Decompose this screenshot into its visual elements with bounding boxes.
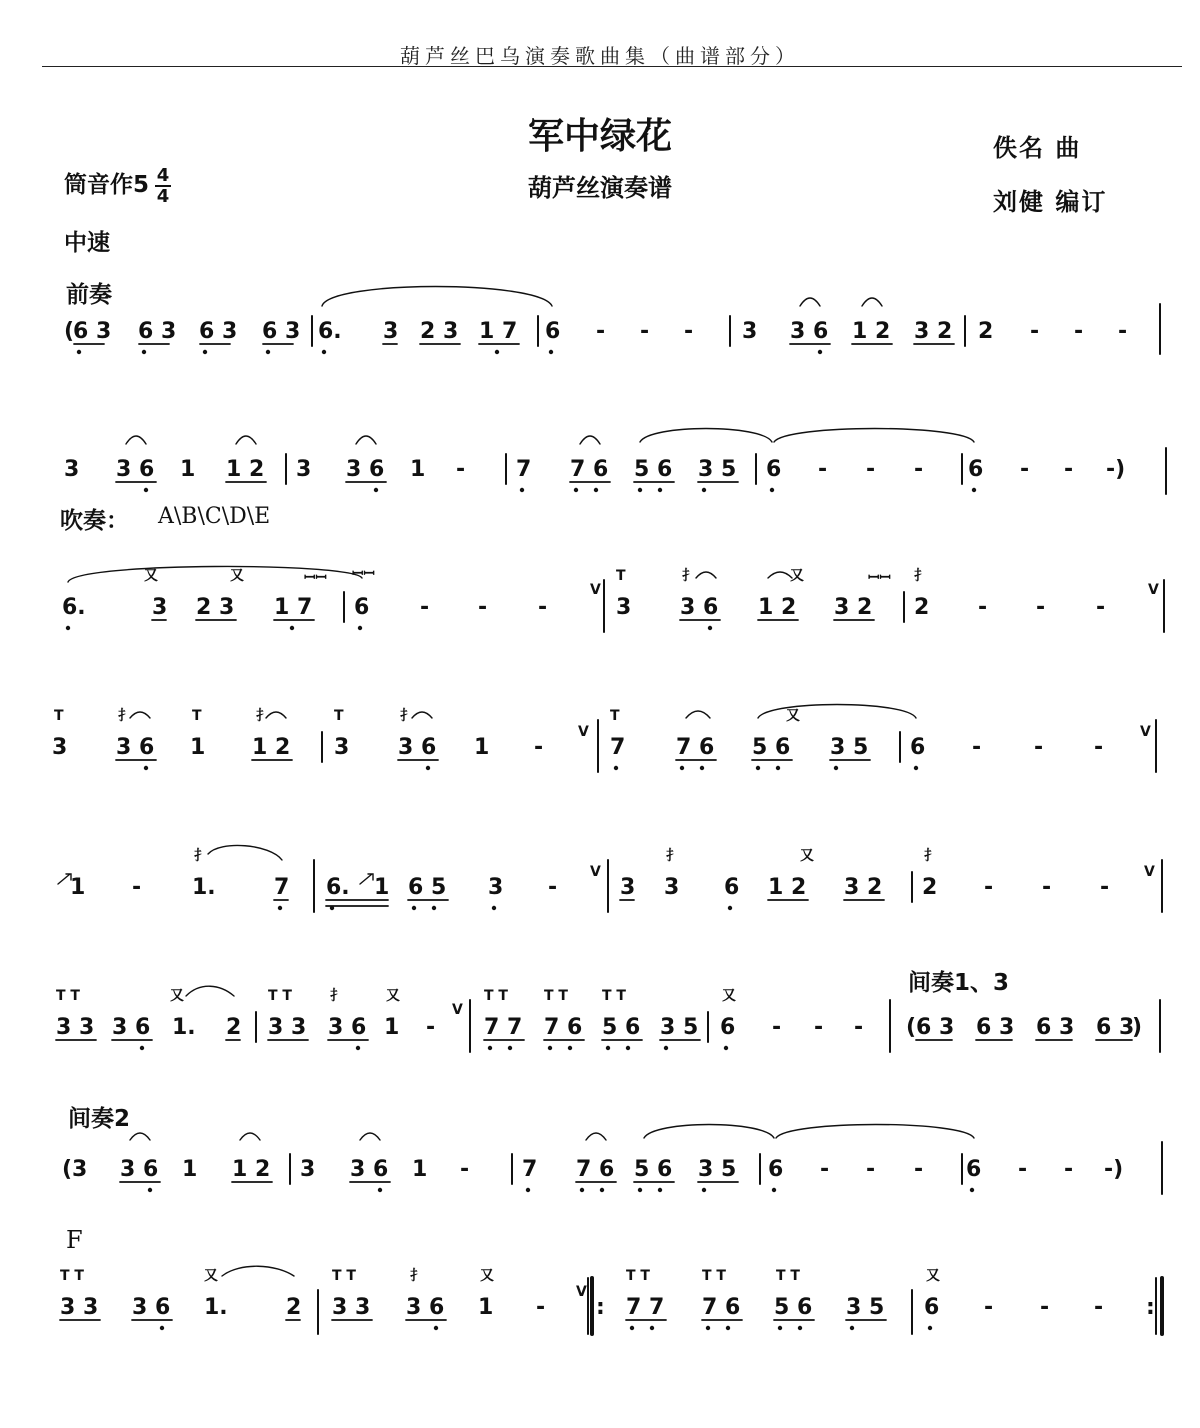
svg-text:扌: 扌	[924, 848, 938, 864]
svg-text:扌: 扌	[682, 568, 696, 584]
interlude-1-3-label: 间奏1、3	[908, 970, 1010, 996]
svg-text:扌: 扌	[666, 848, 680, 864]
svg-text:-: -	[1036, 595, 1046, 620]
svg-text:3: 3	[383, 319, 399, 344]
svg-text:6 3: 6 3	[976, 1015, 1015, 1040]
svg-text:2: 2	[914, 595, 930, 620]
svg-text:6: 6	[910, 735, 926, 760]
svg-text:3 5: 3 5	[846, 1295, 885, 1320]
tempo-marking: 中速	[64, 230, 110, 256]
svg-text:V: V	[1144, 864, 1155, 880]
svg-text:): )	[1132, 1015, 1143, 1040]
svg-text:3 3: 3 3	[56, 1015, 95, 1040]
svg-text:6 3: 6 3	[916, 1015, 955, 1040]
svg-text:(: (	[64, 319, 75, 344]
svg-text:1.: 1.	[172, 1015, 196, 1040]
svg-text:又: 又	[386, 988, 400, 1004]
svg-text:T T: T T	[626, 1268, 650, 1284]
svg-text:6: 6	[924, 1295, 940, 1320]
svg-text:-: -	[866, 1157, 876, 1182]
svg-text:3 3: 3 3	[268, 1015, 307, 1040]
svg-text:-: -	[978, 595, 988, 620]
svg-text:7 7: 7 7	[626, 1295, 665, 1320]
svg-text:3 3: 3 3	[332, 1295, 371, 1320]
svg-text:-: -	[814, 1015, 824, 1040]
svg-text:-: -	[914, 457, 924, 482]
svg-text:又: 又	[790, 568, 804, 584]
line-prelude	[64, 319, 1127, 344]
svg-text:V: V	[452, 1002, 463, 1018]
svg-text:6 3: 6 3	[1036, 1015, 1075, 1040]
svg-text:-: -	[1118, 319, 1128, 344]
svg-text:3: 3	[296, 457, 312, 482]
svg-text:-: -	[1100, 875, 1110, 900]
svg-text:V: V	[590, 864, 601, 880]
svg-text:(: (	[906, 1015, 917, 1040]
svg-text:2 3: 2 3	[420, 319, 459, 344]
svg-text:扌: 扌	[194, 848, 208, 864]
svg-text:3: 3	[488, 875, 504, 900]
svg-text:3 6: 3 6	[346, 457, 385, 482]
svg-text:3 6: 3 6	[132, 1295, 171, 1320]
svg-text:-: -	[1064, 1157, 1074, 1182]
svg-text:7 6: 7 6	[544, 1015, 583, 1040]
svg-text:3 2: 3 2	[914, 319, 953, 344]
svg-text:T T: T T	[544, 988, 568, 1004]
svg-text:1 7: 1 7	[479, 319, 518, 344]
svg-text:3 6: 3 6	[116, 457, 155, 482]
svg-text:-: -	[132, 875, 142, 900]
svg-text:1.: 1.	[204, 1295, 228, 1320]
svg-text:T T: T T	[56, 988, 80, 1004]
svg-text:(3: (3	[62, 1157, 88, 1182]
svg-text:6 3: 6 3	[1096, 1015, 1135, 1040]
svg-text:2: 2	[922, 875, 938, 900]
svg-text:-: -	[456, 457, 466, 482]
svg-text:6: 6	[720, 1015, 736, 1040]
svg-text:-: -	[1030, 319, 1040, 344]
svg-text:-: -	[1018, 1157, 1028, 1182]
svg-text:6.: 6.	[318, 319, 342, 344]
svg-text:1: 1	[412, 1157, 428, 1182]
key-text: 筒音作5	[64, 172, 150, 198]
svg-text:3 6: 3 6	[790, 319, 829, 344]
svg-text:又: 又	[722, 988, 736, 1004]
svg-text:1 2: 1 2	[768, 875, 807, 900]
composer-credit: 佚名 曲	[993, 134, 1082, 162]
svg-text:5 6: 5 6	[602, 1015, 641, 1040]
svg-text:扌: 扌	[256, 708, 270, 724]
svg-text:-: -	[548, 875, 558, 900]
time-sig-bottom: 4	[156, 185, 170, 207]
svg-text:3: 3	[52, 735, 68, 760]
svg-text:扌: 扌	[400, 708, 414, 724]
svg-text:-: -	[1064, 457, 1074, 482]
song-title: 军中绿花	[527, 116, 672, 157]
svg-text:5 6: 5 6	[752, 735, 791, 760]
svg-text:-: -	[426, 1015, 436, 1040]
svg-text:V: V	[590, 582, 601, 598]
svg-text:又: 又	[786, 708, 800, 724]
svg-text:又: 又	[230, 568, 244, 584]
line-c	[70, 847, 1155, 900]
svg-text:3: 3	[616, 595, 632, 620]
svg-text:又: 又	[144, 568, 158, 584]
part-f-label: F	[66, 1226, 83, 1254]
prelude-label: 前奏	[66, 282, 112, 308]
svg-text:7 7: 7 7	[484, 1015, 523, 1040]
svg-text:3: 3	[152, 595, 168, 620]
svg-text:T: T	[610, 708, 620, 724]
svg-text:-: -	[538, 595, 548, 620]
svg-text:-: -	[1094, 1295, 1104, 1320]
editor-credit: 刘健 编订	[993, 188, 1108, 216]
svg-text:1: 1	[474, 735, 490, 760]
svg-text:1: 1	[384, 1015, 400, 1040]
svg-text:-: -	[984, 1295, 994, 1320]
svg-text:-: -	[854, 1015, 864, 1040]
svg-text:1: 1	[478, 1295, 494, 1320]
svg-text:3 6: 3 6	[112, 1015, 151, 1040]
svg-text:T T: T T	[268, 988, 292, 1004]
svg-text:1: 1	[374, 875, 390, 900]
svg-text:3: 3	[620, 875, 636, 900]
svg-text:3 6: 3 6	[120, 1157, 159, 1182]
svg-text:3 6: 3 6	[350, 1157, 389, 1182]
svg-text:6: 6	[766, 457, 782, 482]
svg-text:1 2: 1 2	[758, 595, 797, 620]
svg-text:6.: 6.	[62, 595, 86, 620]
svg-text:5 6: 5 6	[634, 1157, 673, 1182]
svg-text:T T: T T	[332, 1268, 356, 1284]
svg-text:1 2: 1 2	[252, 735, 291, 760]
svg-text:-): -)	[1106, 457, 1126, 482]
svg-text:T: T	[192, 708, 202, 724]
svg-text:V: V	[1140, 724, 1151, 740]
svg-text:-: -	[596, 319, 606, 344]
svg-text:3: 3	[664, 875, 680, 900]
svg-text:3 3: 3 3	[60, 1295, 99, 1320]
svg-text:5 6: 5 6	[634, 457, 673, 482]
svg-text:1: 1	[190, 735, 206, 760]
svg-text:6: 6	[768, 1157, 784, 1182]
svg-text:7: 7	[274, 875, 290, 900]
svg-text:3 5: 3 5	[660, 1015, 699, 1040]
svg-text:5 6: 5 6	[774, 1295, 813, 1320]
svg-text:1 2: 1 2	[232, 1157, 271, 1182]
svg-text:-: -	[534, 735, 544, 760]
svg-text:ꟷꟷ: ꟷꟷ	[868, 570, 891, 586]
svg-text:ꟷꟷ: ꟷꟷ	[304, 570, 327, 586]
svg-text:1: 1	[70, 875, 86, 900]
svg-text:-): -)	[1104, 1157, 1124, 1182]
svg-text:7 6: 7 6	[676, 735, 715, 760]
svg-text:扌: 扌	[118, 708, 132, 724]
svg-text:1 2: 1 2	[852, 319, 891, 344]
svg-text:3 6: 3 6	[328, 1015, 367, 1040]
svg-text:-: -	[1096, 595, 1106, 620]
svg-text:-: -	[640, 319, 650, 344]
svg-text:7 6: 7 6	[702, 1295, 741, 1320]
svg-text::: :	[1146, 1295, 1155, 1320]
svg-text:-: -	[420, 595, 430, 620]
svg-text:扌: 扌	[914, 568, 928, 584]
collection-header: 葫芦丝巴乌演奏歌曲集（曲谱部分）	[400, 44, 800, 68]
svg-text:V: V	[576, 1284, 587, 1300]
svg-text:-: -	[818, 457, 828, 482]
svg-text:-: -	[684, 319, 694, 344]
svg-text:-: -	[984, 875, 994, 900]
svg-text:T T: T T	[602, 988, 626, 1004]
svg-text:6 3: 6 3	[199, 319, 238, 344]
svg-text:1 7: 1 7	[274, 595, 313, 620]
play-order: A\B\C\D\E	[158, 504, 271, 529]
svg-text:7 6: 7 6	[570, 457, 609, 482]
svg-text:6: 6	[968, 457, 984, 482]
svg-text:2: 2	[978, 319, 994, 344]
svg-text:-: -	[460, 1157, 470, 1182]
svg-text:3 5: 3 5	[698, 457, 737, 482]
line-a	[62, 567, 1159, 620]
svg-text:扌: 扌	[330, 988, 344, 1004]
svg-text:1: 1	[182, 1157, 198, 1182]
svg-text::: :	[596, 1295, 605, 1320]
svg-text:3 6: 3 6	[406, 1295, 445, 1320]
svg-text:T: T	[54, 708, 64, 724]
svg-text:-: -	[972, 735, 982, 760]
svg-text:6 3: 6 3	[262, 319, 301, 344]
line-interlude-2	[62, 1157, 1123, 1182]
svg-text:T: T	[334, 708, 344, 724]
svg-text:-: -	[1040, 1295, 1050, 1320]
svg-text:3 5: 3 5	[698, 1157, 737, 1182]
svg-text:3: 3	[742, 319, 758, 344]
svg-text:3 6: 3 6	[116, 735, 155, 760]
svg-text:又: 又	[800, 848, 814, 864]
svg-text:又: 又	[480, 1268, 494, 1284]
interlude-2-label: 间奏2	[68, 1106, 131, 1132]
svg-text:-: -	[866, 457, 876, 482]
svg-text:-: -	[1094, 735, 1104, 760]
svg-text:3 6: 3 6	[680, 595, 719, 620]
svg-text:T T: T T	[60, 1268, 84, 1284]
svg-text:1: 1	[410, 457, 426, 482]
svg-text:3 2: 3 2	[834, 595, 873, 620]
line-b	[52, 707, 1151, 760]
svg-text:6.: 6.	[326, 875, 350, 900]
svg-text:7 6: 7 6	[576, 1157, 615, 1182]
svg-text:又: 又	[170, 988, 184, 1004]
svg-text:3: 3	[300, 1157, 316, 1182]
svg-text:T: T	[616, 568, 626, 584]
svg-text:V: V	[1148, 582, 1159, 598]
svg-text:3: 3	[64, 457, 80, 482]
time-sig-top: 4	[156, 164, 170, 186]
svg-text:2: 2	[226, 1015, 242, 1040]
svg-text:-: -	[820, 1157, 830, 1182]
svg-text:-: -	[1074, 319, 1084, 344]
svg-text:-: -	[1034, 735, 1044, 760]
svg-text:6: 6	[545, 319, 561, 344]
svg-text:ꟷꟷ: ꟷꟷ	[352, 566, 375, 582]
svg-text:6 5: 6 5	[408, 875, 447, 900]
svg-text:-: -	[1042, 875, 1052, 900]
svg-text:T T: T T	[776, 1268, 800, 1284]
svg-text:T T: T T	[484, 988, 508, 1004]
svg-text:7: 7	[516, 457, 532, 482]
svg-text:2: 2	[286, 1295, 302, 1320]
svg-text:-: -	[772, 1015, 782, 1040]
svg-text:6 3: 6 3	[73, 319, 112, 344]
svg-text:1: 1	[180, 457, 196, 482]
svg-text:扌: 扌	[410, 1268, 424, 1284]
svg-text:3 5: 3 5	[830, 735, 869, 760]
svg-text:-: -	[914, 1157, 924, 1182]
svg-text:2 3: 2 3	[196, 595, 235, 620]
svg-text:3: 3	[334, 735, 350, 760]
svg-text:-: -	[536, 1295, 546, 1320]
line-prelude-2	[64, 457, 1125, 482]
svg-text:6: 6	[354, 595, 370, 620]
svg-text:1 2: 1 2	[226, 457, 265, 482]
svg-text:-: -	[1020, 457, 1030, 482]
svg-text:7: 7	[522, 1157, 538, 1182]
svg-text:-: -	[478, 595, 488, 620]
svg-text:1.: 1.	[192, 875, 216, 900]
svg-text:6: 6	[966, 1157, 982, 1182]
svg-text:7: 7	[610, 735, 626, 760]
svg-text:又: 又	[204, 1268, 218, 1284]
svg-text:3 2: 3 2	[844, 875, 883, 900]
play-label: 吹奏：	[60, 508, 129, 534]
svg-text:6 3: 6 3	[138, 319, 177, 344]
svg-text:3 6: 3 6	[398, 735, 437, 760]
svg-text:T T: T T	[702, 1268, 726, 1284]
svg-text:6: 6	[724, 875, 740, 900]
svg-text:V: V	[578, 724, 589, 740]
song-subtitle: 葫芦丝演奏谱	[528, 174, 672, 202]
line-d	[56, 987, 1142, 1040]
svg-text:又: 又	[926, 1268, 940, 1284]
